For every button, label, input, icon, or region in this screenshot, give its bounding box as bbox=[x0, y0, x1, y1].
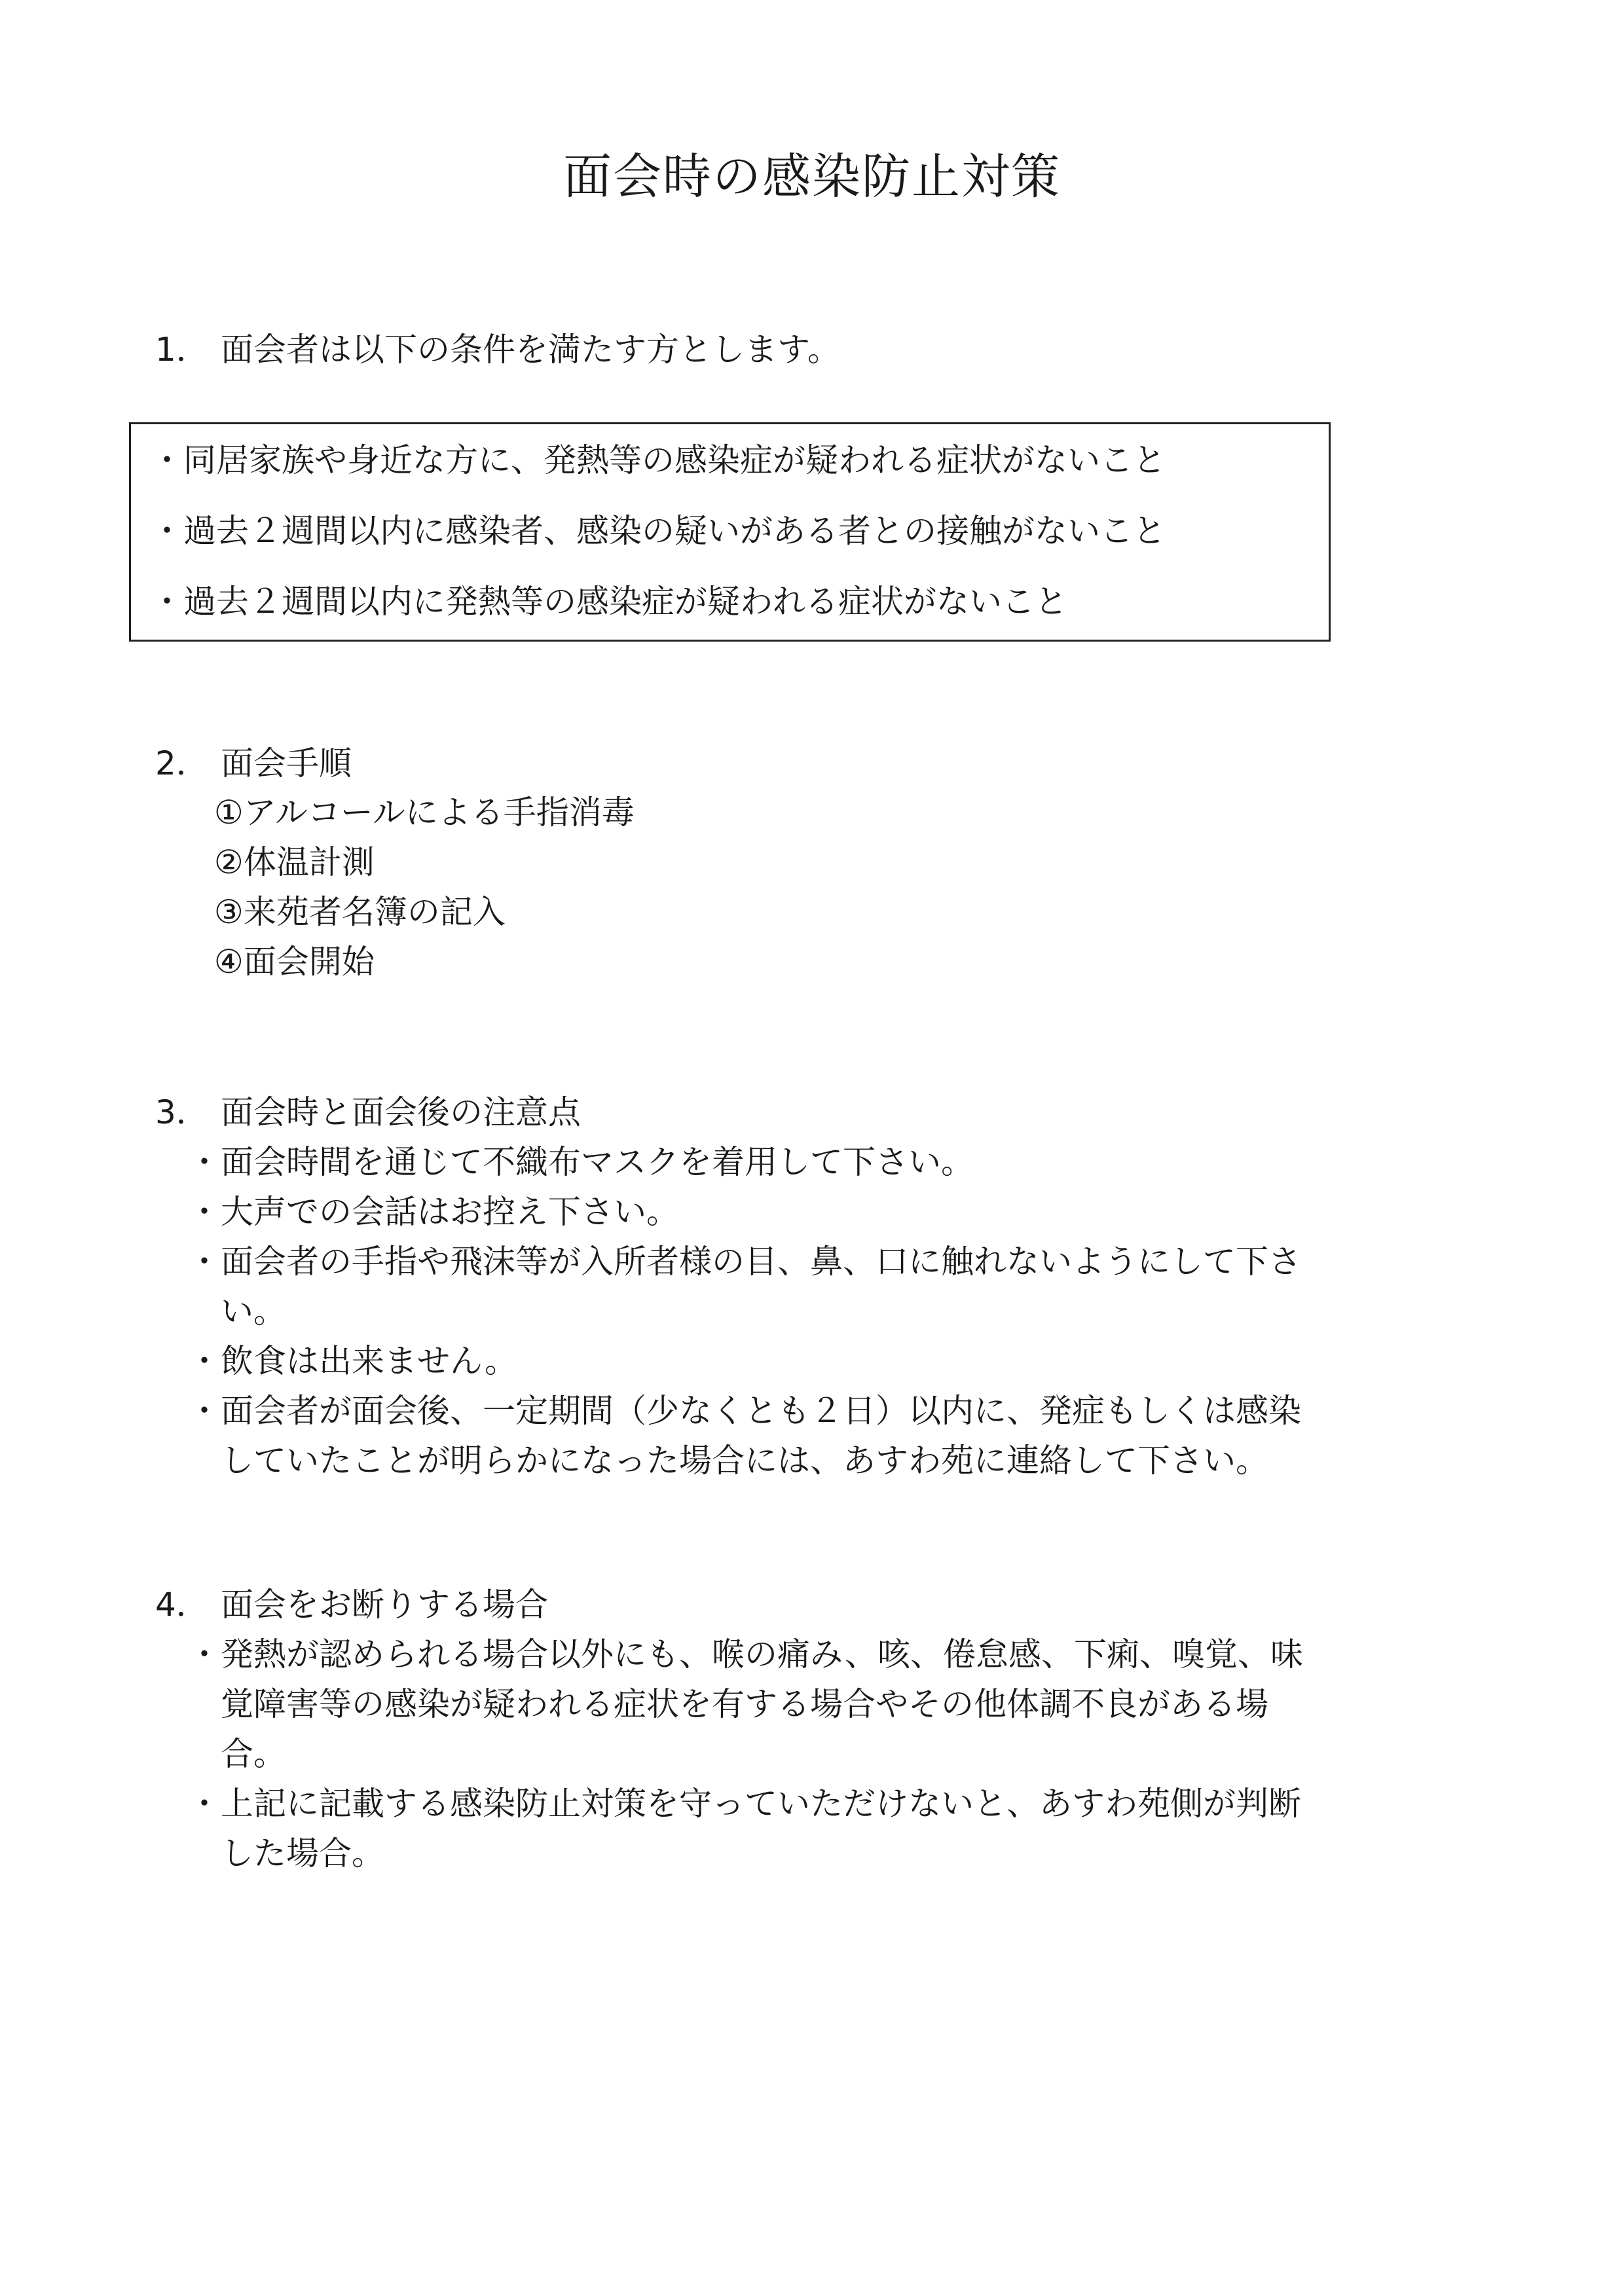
bullet-mark: ・ bbox=[188, 1392, 221, 1430]
bullet-mark: ・ bbox=[188, 1635, 221, 1673]
procedure-step: ③来苑者名簿の記入 bbox=[214, 893, 506, 931]
section-number: 4． bbox=[155, 1586, 209, 1624]
bullet-mark: ・ bbox=[188, 1785, 221, 1823]
refusal-text: 上記に記載する感染防止対策を守っていただけないと、あすわ苑側が判断 した場合。 bbox=[221, 1785, 1301, 1872]
refusal-item bbox=[188, 1630, 1412, 1779]
note-item bbox=[188, 1237, 1412, 1336]
section-title: 面会手順 bbox=[221, 744, 352, 782]
bullet-mark: ・ bbox=[188, 1243, 221, 1281]
conditions-box bbox=[129, 422, 1331, 642]
bullet-mark: ・ bbox=[188, 1193, 221, 1231]
note-item bbox=[188, 1386, 1412, 1485]
section-title: 面会時と面会後の注意点 bbox=[221, 1093, 581, 1131]
section-title: 面会をお断りする場合 bbox=[221, 1586, 548, 1624]
section-1-heading bbox=[155, 324, 840, 375]
refusal-text: 発熱が認められる場合以外にも、喉の痛み、咳、倦怠感、下痢、嗅覚、味 覚障害等の感染が疑われる症状を有する場合やその他体調不良がある場 合。 bbox=[221, 1635, 1303, 1773]
note-text: 面会者の手指や飛沫等が入所者様の目、鼻、口に触れないようにして下さ い。 bbox=[221, 1243, 1301, 1330]
section-3-heading bbox=[155, 1087, 581, 1138]
procedure-step: ②体温計測 bbox=[214, 843, 375, 881]
section-2-heading bbox=[155, 738, 352, 789]
procedure-step: ④面会開始 bbox=[214, 943, 375, 981]
refusal-list bbox=[188, 1630, 1412, 1878]
procedure-steps bbox=[214, 788, 635, 987]
note-item bbox=[188, 1187, 1412, 1237]
note-item bbox=[188, 1137, 1412, 1187]
bullet-mark: ・ bbox=[188, 1342, 221, 1380]
procedure-step: ①アルコールによる手指消毒 bbox=[214, 793, 635, 831]
note-text: 飲食は出来ません。 bbox=[221, 1342, 517, 1380]
section-number: 3． bbox=[155, 1093, 209, 1131]
condition-item: ・同居家族や身近な方に、発熱等の感染症が疑われる症状がないこと bbox=[151, 441, 1166, 479]
condition-item: ・過去２週間以内に発熱等の感染症が疑われる症状がないこと bbox=[151, 583, 1067, 621]
refusal-item bbox=[188, 1779, 1412, 1878]
condition-item: ・過去２週間以内に感染者、感染の疑いがある者との接触がないこと bbox=[151, 512, 1166, 550]
notes-list bbox=[188, 1137, 1412, 1485]
page-title: 面会時の感染防止対策 bbox=[563, 149, 1061, 205]
note-item bbox=[188, 1336, 1412, 1386]
bullet-mark: ・ bbox=[188, 1143, 221, 1181]
section-number: 2． bbox=[155, 744, 209, 782]
section-number: 1． bbox=[155, 331, 209, 369]
note-text: 大声での会話はお控え下さい。 bbox=[221, 1193, 679, 1231]
section-title: 面会者は以下の条件を満たす方とします。 bbox=[221, 331, 840, 369]
note-text: 面会時間を通じて不織布マスクを着用して下さい。 bbox=[221, 1143, 974, 1181]
section-4-heading bbox=[155, 1579, 548, 1630]
note-text: 面会者が面会後、一定期間（少なくとも２日）以内に、発症もしくは感染 していたことが明らかになった場合には、あすわ苑に連絡して下さい。 bbox=[221, 1392, 1301, 1480]
